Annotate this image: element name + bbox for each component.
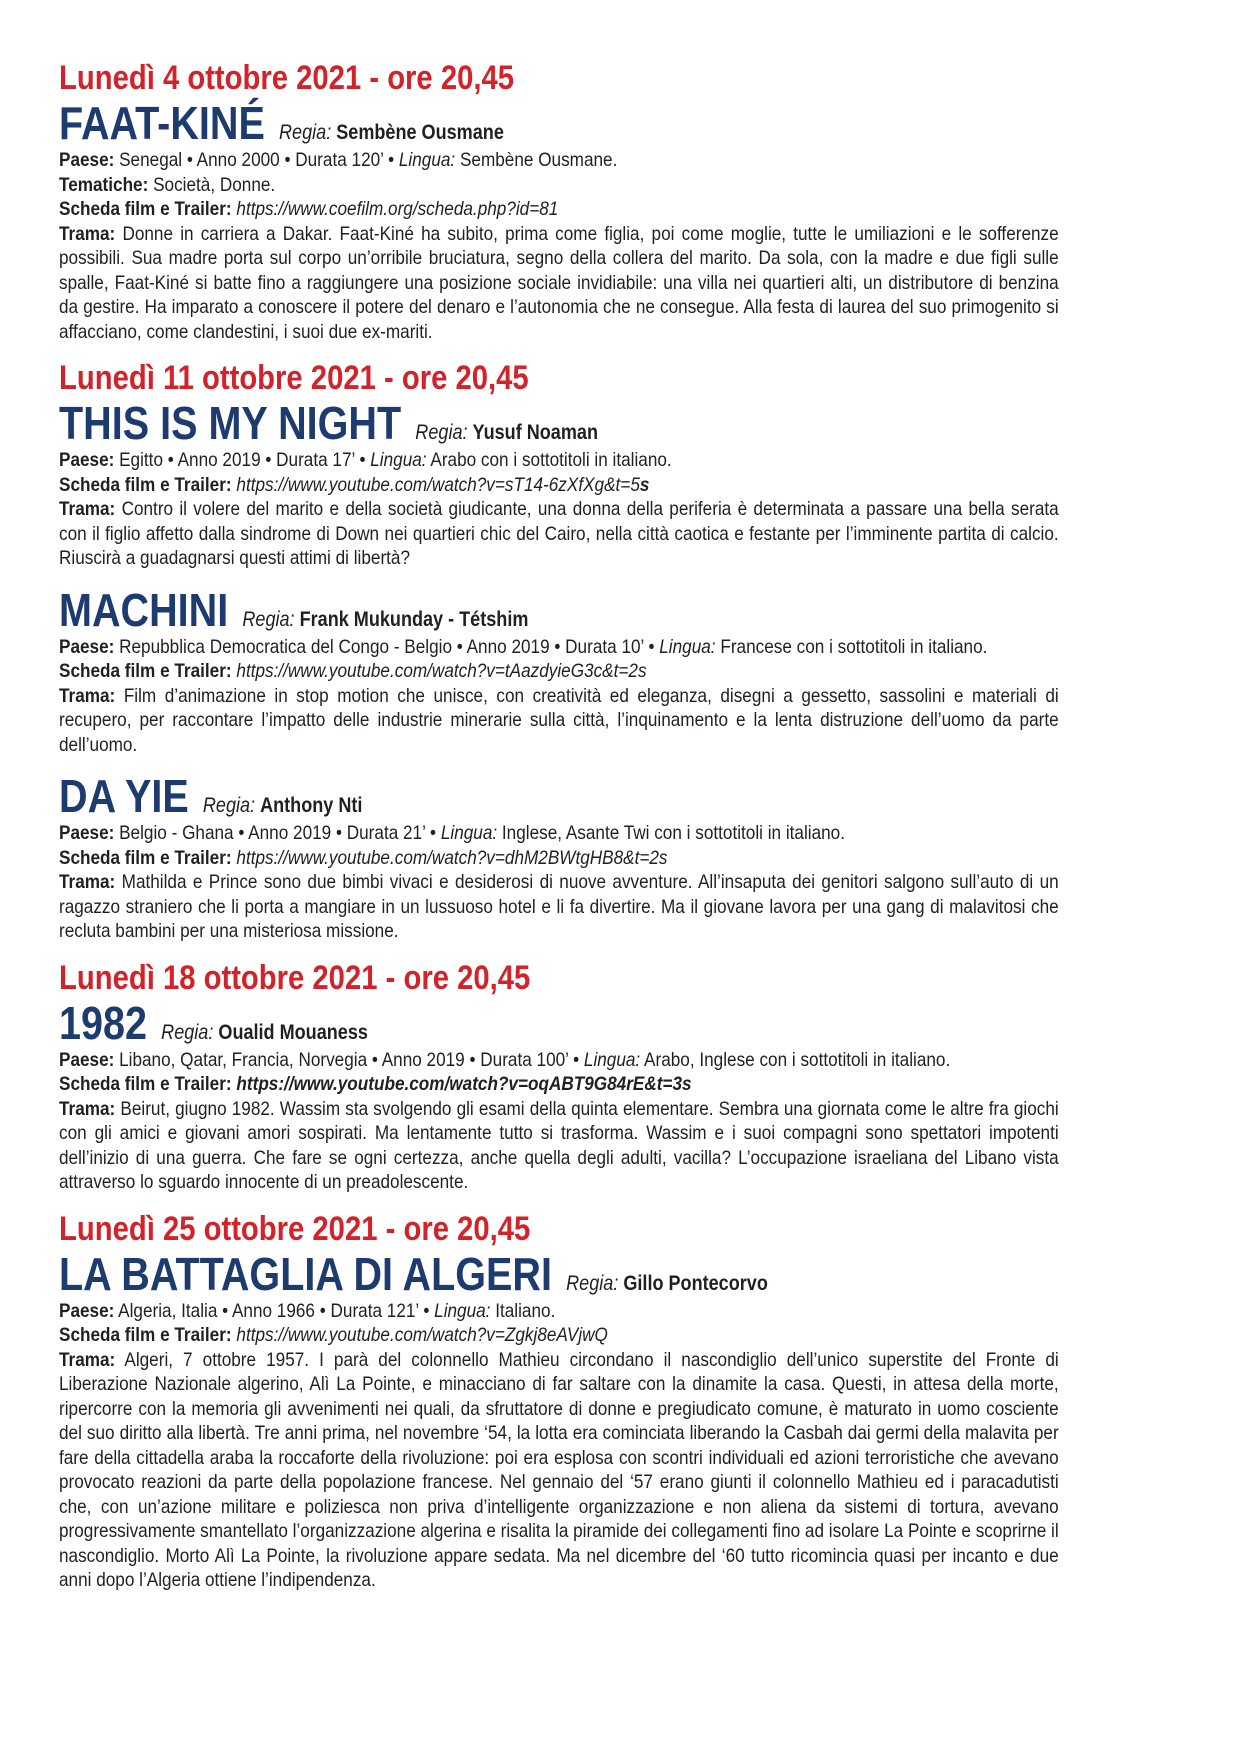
film-heading [59, 585, 1021, 635]
film-title: MACHINI [59, 583, 229, 636]
film-country-line [59, 448, 1044, 473]
lingua-label: Lingua: [434, 1299, 491, 1322]
paese-label: Paese: [59, 822, 115, 844]
trama-label: Trama: [59, 1348, 116, 1371]
film-country-line [59, 1048, 1044, 1073]
trama-label: Trama: [59, 498, 116, 520]
lingua-label: Lingua: [398, 149, 456, 171]
lingua-label: Lingua: [659, 635, 716, 658]
film-entry [59, 98, 1178, 344]
film-entry [59, 1249, 1178, 1593]
screening-date: Lunedì 4 ottobre 2021 - ore 20,45 [59, 59, 514, 97]
film-entry [59, 398, 1178, 571]
paese-value: Algeria, Italia • Anno 1966 • Durata 121’ • [118, 1299, 430, 1322]
paese-label: Paese: [59, 635, 115, 658]
lingua-value: Italiano. [495, 1299, 556, 1322]
film-country-line [59, 821, 1044, 846]
film-title: FAAT-KINÉ [59, 97, 265, 149]
trama-label: Trama: [59, 222, 116, 245]
screening-date: Lunedì 25 ottobre 2021 - ore 20,45 [59, 1209, 531, 1248]
film-plot [59, 1348, 1059, 1593]
paese-label: Paese: [59, 1299, 115, 1322]
scheda-label: Scheda film e Trailer: [59, 1073, 232, 1095]
film-link[interactable]: https://www.youtube.com/watch?v=tAazdyieG3c&t=2s [236, 660, 647, 682]
film-plot [59, 222, 1059, 345]
lingua-value: Arabo con i sottotitoli in italiano. [430, 449, 672, 471]
film-entry [59, 585, 1178, 758]
director-name: Anthony Nti [260, 794, 363, 817]
paese-value: Belgio - Ghana • Anno 2019 • Durata 21’ • [119, 822, 437, 844]
scheda-label: Scheda film e Trailer: [59, 1324, 232, 1346]
lingua-label: Lingua: [583, 1048, 641, 1071]
film-plot [59, 684, 1059, 758]
film-link[interactable] [236, 474, 649, 496]
paese-label: Paese: [59, 449, 115, 471]
director-name: Yusuf Noaman [472, 421, 598, 444]
film-heading [59, 998, 1021, 1048]
film-link-line [59, 197, 1044, 222]
film-heading [59, 98, 1021, 148]
film-country-line [59, 1299, 1044, 1324]
trama-text: Film d’animazione in stop motion che unisce, con creatività ed eleganza, disegni a gessetto, sassolini e materiali di recupero, per raccontare l’impatto delle industrie minerarie sulla città, l’inquinamento e la lenta distruzione dell’uomo da parte dell’uomo. [59, 684, 1059, 756]
paese-value: Egitto • Anno 2019 • Durata 17’ • [119, 449, 366, 471]
trama-label: Trama: [59, 1097, 116, 1120]
film-heading [59, 1249, 1021, 1299]
trama-text: Contro il volere del marito e della società giudicante, una donna della periferia è determinata a passare una bella serata con il figlio affetto dalla sindrome di Down nei quartieri chic del Cairo, nella città caotica e festante per l’imminente partita di calcio. Riuscirà a guadagnarsi questi attimi di libertà? [59, 498, 1059, 569]
lingua-value: Arabo, Inglese con i sottotitoli in italiano. [644, 1048, 951, 1071]
scheda-label: Scheda film e Trailer: [59, 660, 232, 682]
regia-label: Regia: [415, 421, 468, 444]
film-plot [59, 1097, 1059, 1195]
film-link-line [59, 473, 1044, 498]
film-link-line [59, 846, 1044, 871]
film-plot [59, 870, 1059, 944]
director-name: Gillo Pontecorvo [623, 1271, 768, 1295]
trama-label: Trama: [59, 871, 116, 893]
film-title: THIS IS MY NIGHT [59, 397, 402, 449]
trama-label: Trama: [59, 684, 116, 707]
film-link[interactable]: https://www.coefilm.org/scheda.php?id=81 [236, 198, 559, 220]
film-themes-line [59, 173, 1044, 198]
film-link[interactable]: https://www.youtube.com/watch?v=Zgkj8eAVjwQ [236, 1324, 608, 1346]
film-director [566, 1272, 768, 1295]
director-name: Oualid Mouaness [218, 1020, 368, 1044]
film-director [279, 121, 504, 144]
regia-label: Regia: [161, 1020, 214, 1044]
lingua-value: Inglese, Asante Twi con i sottotitoli in italiano. [501, 822, 846, 844]
film-entry [59, 771, 1178, 944]
regia-label: Regia: [566, 1271, 619, 1295]
film-link-url[interactable]: https://www.youtube.com/watch?v=sT14-6zXfXg&t=5 [236, 473, 640, 496]
film-plot [59, 497, 1059, 571]
screening-date: Lunedì 18 ottobre 2021 - ore 20,45 [59, 958, 531, 997]
paese-value: Libano, Qatar, Francia, Norvegia • Anno 2019 • Durata 100’ • [119, 1048, 580, 1071]
trama-text: Donne in carriera a Dakar. Faat-Kiné ha subito, prima come figlia, poi come moglie, tutte le umiliazioni e le sofferenze possibili. Sua madre porta sul corpo un’orribile bruciatura, segno della collera del marito. Da sola, con la madre e due figli sulle spalle, Faat-Kiné si batte fino a raggiungere una posizione sociale invidiabile: una villa nei quartieri alti, un distributore di benzina da gestire. Ha imparato a conoscere il potere del denaro e l’autonomia che ne consegue. Alla festa di laurea del suo primogenito si affacciano, come clandestini, i suoi due ex-mariti. [59, 222, 1059, 343]
director-name: Sembène Ousmane [336, 121, 504, 144]
paese-label: Paese: [59, 1048, 115, 1071]
lingua-value: Francese con i sottotitoli in italiano. [720, 635, 988, 658]
screening-date: Lunedì 11 ottobre 2021 - ore 20,45 [59, 359, 529, 397]
film-link-tail[interactable]: s [639, 473, 650, 496]
lingua-label: Lingua: [440, 822, 498, 844]
lingua-label: Lingua: [370, 449, 427, 471]
film-country-line [59, 148, 1044, 173]
paese-value: Senegal • Anno 2000 • Durata 120’ • [119, 149, 395, 171]
tematiche-value: Società, Donne. [153, 173, 276, 196]
film-link[interactable]: https://www.youtube.com/watch?v=dhM2BWtgHB8&t=2s [236, 846, 668, 869]
film-title: LA BATTAGLIA DI ALGERI [59, 1247, 552, 1300]
trama-text: Algeri, 7 ottobre 1957. I parà del colonnello Mathieu circondano il nascondiglio dell’unico superstite del Fronte di Liberazione Nazionale algerino, Alì La Pointe, e minacciano di far saltare con la dinamite la casa. Questi, in attesa della morte, ripercorre con la memoria gli avvenimenti nei quali, da sfruttatore di donne e pregiudicato comune, è maturato in uomo cosciente del suo diritto alla libertà. Tre anni prima, nel novembre ‘54, la lotta era cominciata liberando la Casbah dai germi della malavita per fare della cittadella araba la roccaforte della rivoluzione: poi era esplosa con scontri individuali ed azioni terroristiche che avevano provocato reazioni da parte della popolazione francese. Nel gennaio del ‘57 erano giunti il colonnello Mathieu ed i paracadutisti che, con un’azione militare e poliziesca non priva d’intelligente organizzazione e non aliena da sistemi di tortura, avevano progressivamente smantellato l’organizzazione algerina e risalita la piramide dei collegamenti fino ad isolare La Pointe e scoprirne il nascondiglio. Morto Alì La Pointe, la rivoluzione appare sedata. Ma nel dicembre del ‘60 tutto ricomincia quasi per incanto e due anni dopo l’Algeria ottiene l’indipendenza. [59, 1348, 1059, 1591]
film-entry [59, 998, 1178, 1195]
trama-text: Mathilda e Prince sono due bimbi vivaci e desiderosi di nuove avventure. All’insaputa dei genitori salgono sull’auto di un ragazzo straniero che li porta a mangiare in un lussuoso hotel e li fa divertire. Ma il giovane lavora per una gang di malavitosi che recluta bambini per una misteriosa missione. [59, 871, 1059, 942]
film-title: 1982 [59, 996, 148, 1049]
film-link-line [59, 1072, 1044, 1097]
film-director [415, 421, 598, 444]
film-title: DA YIE [59, 770, 189, 822]
regia-label: Regia: [242, 607, 295, 631]
film-director [161, 1021, 368, 1044]
scheda-label: Scheda film e Trailer: [59, 473, 232, 496]
director-name: Frank Mukunday - Tétshim [299, 607, 529, 631]
paese-label: Paese: [59, 149, 115, 171]
regia-label: Regia: [202, 794, 256, 817]
film-director [203, 794, 363, 817]
film-link-line [59, 659, 1044, 684]
film-director [242, 608, 528, 631]
film-heading [59, 771, 1021, 821]
scheda-label: Scheda film e Trailer: [59, 846, 232, 869]
tematiche-label: Tematiche: [59, 173, 149, 196]
film-link[interactable]: https://www.youtube.com/watch?v=oqABT9G84rE&t=3s [236, 1073, 692, 1095]
scheda-label: Scheda film e Trailer: [59, 198, 232, 220]
film-country-line [59, 635, 1044, 660]
lingua-value: Sembène Ousmane. [459, 149, 618, 171]
regia-label: Regia: [279, 121, 332, 144]
paese-value: Repubblica Democratica del Congo - Belgio • Anno 2019 • Durata 10’ • [119, 635, 655, 658]
trama-text: Beirut, giugno 1982. Wassim sta svolgendo gli esami della quinta elementare. Sembra una giornata come le altre fra giochi con gli amici e giovani amori sospirati. Ma lentamente tutto si trasforma. Wassim e i suoi compagni sono spettatori impotenti dell’inizio di una guerra. Che fare se ogni certezza, anche quella degli adulti, vacilla? L’occupazione israeliana del Libano vista attraverso lo sguardo innocente di un preadolescente. [59, 1097, 1059, 1193]
film-link-line [59, 1323, 1044, 1348]
film-heading [59, 398, 1021, 448]
